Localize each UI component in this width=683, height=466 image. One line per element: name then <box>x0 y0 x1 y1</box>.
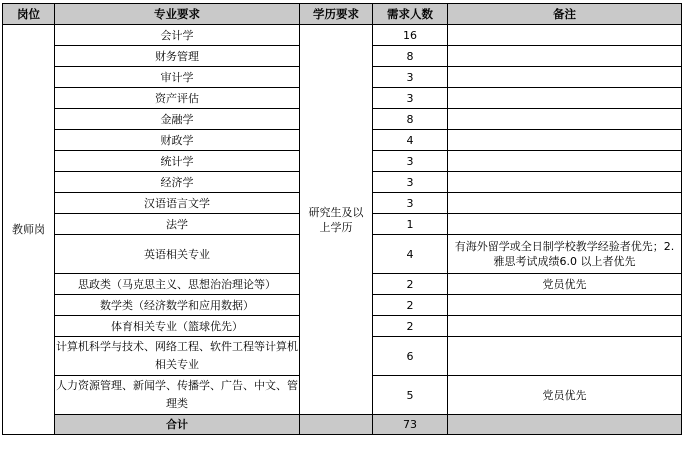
header-major: 专业要求 <box>55 4 300 25</box>
major-cell: 财政学 <box>55 130 300 151</box>
count-cell: 8 <box>373 109 448 130</box>
post-cell: 教师岗 <box>3 25 55 435</box>
major-cell: 数学类（经济数学和应用数据） <box>55 295 300 316</box>
count-cell: 1 <box>373 214 448 235</box>
header-remarks: 备注 <box>448 4 682 25</box>
remark-cell <box>448 25 682 46</box>
count-cell: 4 <box>373 235 448 274</box>
recruitment-table <box>2 3 682 435</box>
recruitment-table-wrapper <box>2 3 682 435</box>
remark-cell: 有海外留学或全日制学校教学经验者优先；2. 雅思考试成绩6.0 以上者优先 <box>448 235 682 274</box>
count-cell: 3 <box>373 193 448 214</box>
total-remark-empty <box>448 415 682 435</box>
major-cell: 统计学 <box>55 151 300 172</box>
count-cell: 6 <box>373 337 448 376</box>
remark-cell <box>448 295 682 316</box>
remark-cell <box>448 46 682 67</box>
major-cell: 经济学 <box>55 172 300 193</box>
header-row <box>3 4 682 25</box>
count-cell: 3 <box>373 88 448 109</box>
count-cell: 3 <box>373 151 448 172</box>
major-cell: 体育相关专业（篮球优先） <box>55 316 300 337</box>
remark-cell <box>448 130 682 151</box>
remark-cell: 党员优先 <box>448 376 682 415</box>
count-cell: 3 <box>373 67 448 88</box>
remark-cell <box>448 151 682 172</box>
table-row <box>3 25 682 46</box>
header-position: 岗位 <box>3 4 55 25</box>
major-cell: 英语相关专业 <box>55 235 300 274</box>
major-cell: 人力资源管理、新闻学、传播学、广告、中文、管理类 <box>55 376 300 415</box>
total-count: 73 <box>373 415 448 435</box>
major-cell: 计算机科学与技术、网络工程、软件工程等计算机相关专业 <box>55 337 300 376</box>
total-row <box>3 415 682 435</box>
remark-cell <box>448 193 682 214</box>
total-label: 合计 <box>55 415 300 435</box>
major-cell: 金融学 <box>55 109 300 130</box>
remark-cell <box>448 88 682 109</box>
header-education: 学历要求 <box>300 4 373 25</box>
major-cell: 汉语语言文学 <box>55 193 300 214</box>
count-cell: 2 <box>373 274 448 295</box>
remark-cell <box>448 337 682 376</box>
major-cell: 会计学 <box>55 25 300 46</box>
major-cell: 思政类（马克思主义、思想治治理论等） <box>55 274 300 295</box>
count-cell: 3 <box>373 172 448 193</box>
remark-cell <box>448 316 682 337</box>
major-cell: 法学 <box>55 214 300 235</box>
remark-cell: 党员优先 <box>448 274 682 295</box>
count-cell: 8 <box>373 46 448 67</box>
count-cell: 5 <box>373 376 448 415</box>
remark-cell <box>448 67 682 88</box>
major-cell: 资产评估 <box>55 88 300 109</box>
education-text: 研究生及以上学历 <box>308 205 364 234</box>
header-count: 需求人数 <box>373 4 448 25</box>
count-cell: 16 <box>373 25 448 46</box>
remark-cell <box>448 172 682 193</box>
total-education-empty <box>300 415 373 435</box>
education-cell <box>300 25 373 415</box>
major-cell: 审计学 <box>55 67 300 88</box>
remark-cell <box>448 109 682 130</box>
count-cell: 4 <box>373 130 448 151</box>
major-cell: 财务管理 <box>55 46 300 67</box>
remark-cell <box>448 214 682 235</box>
count-cell: 2 <box>373 295 448 316</box>
count-cell: 2 <box>373 316 448 337</box>
